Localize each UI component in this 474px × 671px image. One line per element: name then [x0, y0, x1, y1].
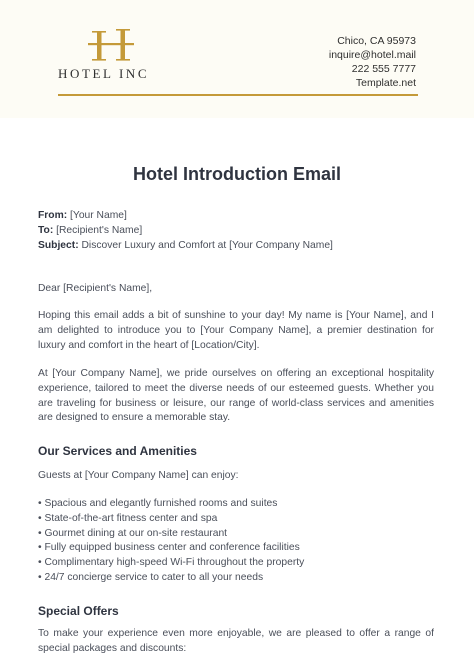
services-intro: Guests at [Your Company Name] can enjoy:: [38, 470, 239, 481]
list-item: • Fully equipped business center and conference facilities: [38, 542, 300, 554]
services-heading: Our Services and Amenities: [38, 444, 197, 458]
list-item: • Gourmet dining at our on-site restaurant: [38, 527, 228, 539]
contact-website[interactable]: Template.net: [355, 77, 416, 89]
list-item: • Complimentary high-speed Wi-Fi throughout the property: [38, 557, 305, 569]
contact-email[interactable]: inquire@hotel.mail: [328, 49, 416, 61]
services-list: [38, 497, 434, 586]
email-meta: [38, 209, 434, 253]
subject-label: Subject:: [38, 239, 79, 251]
list-item: • 24/7 concierge service to cater to all your needs: [38, 571, 264, 583]
hotel-h-monogram-icon: [86, 26, 136, 64]
subject-line: [38, 239, 434, 254]
hospitality-paragraph: At [Your Company Name], we pride ourselves on offering an exceptional hospitality experience, tailored to meet the diverse needs of our esteemed guests. Whether you are traveling for business or leisure, our range of world-class services and amenities are designed to ensure a memorable stay.: [38, 368, 434, 424]
page-title: Hotel Introduction Email: [132, 164, 341, 184]
from-label: From:: [38, 210, 68, 221]
list-item: • State-of-the-art fitness center and spa: [38, 512, 218, 524]
contact-block: [329, 34, 416, 90]
subject-value: Discover Luxury and Comfort at [Your Company Name]: [78, 239, 333, 251]
list-item: • Spacious and elegantly furnished rooms and suites: [38, 498, 278, 509]
contact-address: Chico, CA 95973: [337, 35, 416, 47]
brand-name: HOTEL INC: [58, 66, 150, 81]
letterhead: [0, 0, 474, 118]
header-divider: [58, 94, 418, 96]
offers-paragraph: To make your experience even more enjoyable, we are pleased to offer a range of special packages and discounts:: [38, 628, 434, 654]
to-line: [38, 224, 434, 239]
contact-phone: 222 555 7777: [351, 63, 416, 75]
from-line: [38, 209, 434, 224]
from-value: [Your Name]: [67, 210, 127, 221]
to-label: To:: [38, 224, 54, 236]
intro-paragraph: Hoping this email adds a bit of sunshine to your day! My name is [Your Name], and I am delighted to introduce you to [Your Company Name], a premier destination for luxury and comfort in the heart of [Location/City].: [38, 310, 434, 351]
greeting: Dear [Recipient's Name],: [38, 283, 153, 294]
offers-heading: Special Offers: [38, 604, 119, 618]
to-value: [Recipient's Name]: [53, 224, 143, 236]
